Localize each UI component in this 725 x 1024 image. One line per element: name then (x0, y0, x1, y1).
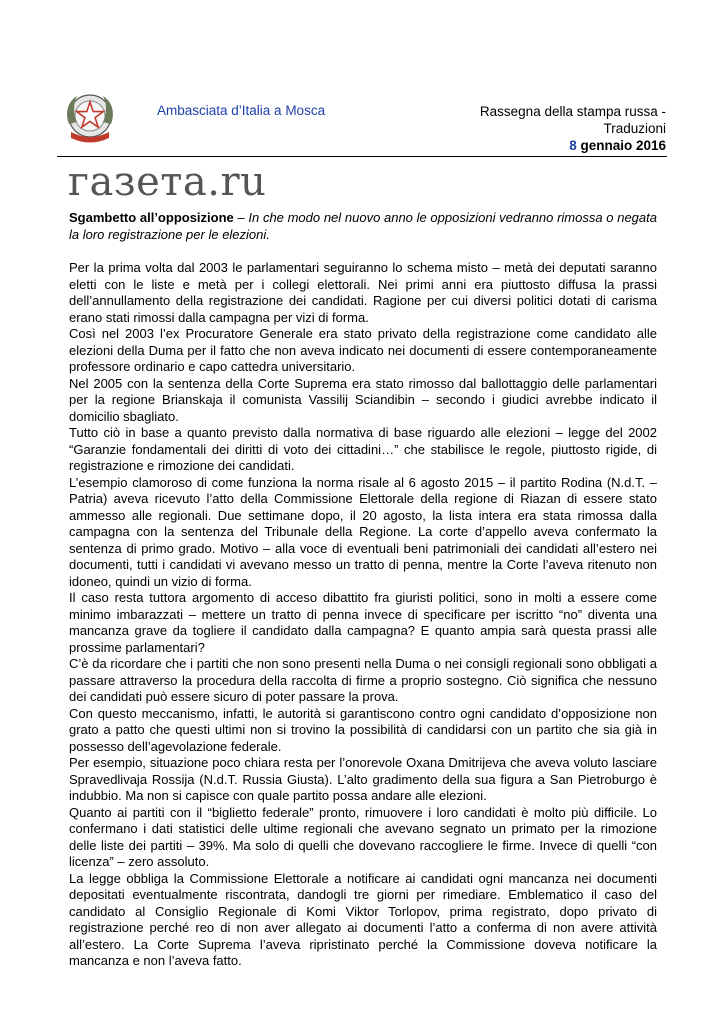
article (69, 210, 657, 970)
article-paragraph: Per la prima volta dal 2003 le parlamentari seguiranno lo schema misto – metà dei deputati saranno eletti con le liste e metà per i collegi elettorali. Nei primi anni era piuttosto diffusa la prassi dell’annullamento della registrazione dei candidati. Ragione per cui diversi politici dotati di carisma erano stati rimossi dalla campagna per vizi di forma. (69, 260, 657, 325)
article-paragraph: C’è da ricordare che i partiti che non sono presenti nella Duma o nei consigli regionali sono obbligati a passare attraverso la procedura della raccolta di firme a proprio sostegno. Ciò significa che nessuno dei candidati può essere sicuro di poter passare la prova. (69, 656, 657, 704)
article-paragraph: Quanto ai partiti con il “biglietto federale” pronto, rimuovere i loro candidati è molto più difficile. Lo confermano i dati statistici delle ultime regionali che avevano segnato un primato per la rimozione delle liste dei partiti – 39%. Ma solo di quelli che dovevano raccogliere le firme. Invece di quelli “con licenza” – zero assoluto. (69, 804, 657, 869)
article-paragraph: Così nel 2003 l’ex Procuratore Generale era stato privato della registrazione come candidato alle elezioni della Duma per il fatto che non aveva indicato nei documenti di essere contemporaneamente professore ordinario e capo cattedra universitario. (69, 326, 657, 374)
article-title (69, 210, 657, 243)
press-review-title: Rassegna della stampa russa - (479, 104, 666, 119)
page-header (57, 84, 667, 157)
article-subheadline: In che modo nel nuovo anno le opposizioni vedranno rimossa o negata la loro registrazione per le elezioni. (69, 210, 657, 242)
article-title-separator: – (233, 210, 249, 225)
article-paragraph: Nel 2005 con la sentenza della Corte Suprema era stato rimosso dal ballottaggio delle parlamentari per la regione Brianskaja il comunista Vassilij Sciandibin – secondo i giudici avrebbe indicato il domicilio sbagliato. (69, 375, 657, 424)
press-review-block (480, 103, 666, 154)
article-paragraph: Tutto ciò in base a quanto previsto dalla normativa di base riguardo alle elezioni – legge del 2002 “Garanzie fondamentali dei diritti di voto dei cittadini…” che stabilisce le regole, piuttosto rigide, di registrazione e rimozione dei candidati. (69, 425, 657, 473)
embassy-name: Ambasciata d’Italia a Mosca (157, 103, 326, 118)
press-review-subtitle: Traduzioni (603, 121, 666, 136)
article-paragraph: Il caso resta tuttora argomento di acceso dibattito fra giuristi politici, sono in molti a essere come minimo imbarazzati – mettere un tratto di penna invece di specificare per iscritto “no” diventa una mancanza grave da togliere il candidato dalla campagna? E quanto ampia sarà questa prassi alle prossime parlamentari? (69, 590, 657, 655)
review-date (480, 137, 666, 154)
review-date-rest: gennaio 2016 (576, 138, 666, 153)
source-logo: газета.ru (68, 159, 267, 205)
article-headline: Sgambetto all’opposizione (69, 210, 234, 225)
review-date-day: 8 (569, 138, 577, 153)
italian-republic-emblem-icon (59, 86, 121, 148)
article-paragraph: La legge obbliga la Commissione Elettorale a notificare ai candidati ogni mancanza nei documenti depositati eventualmente riscontrata, dandogli tre giorni per rimediare. Emblematico il caso del candidato al Consiglio Regionale di Komi Viktor Torlopov, prima registrato, dopo privato di registrazione perché reo di non aver allegato ai documenti l’atto a conferma di non avere attività all’estero. La Corte Suprema l’aveva ripristinato perché la Commissione doveva notificare la mancanza e non l’aveva fatto. (69, 870, 657, 968)
article-paragraph: Con questo meccanismo, infatti, le autorità si garantiscono contro ogni candidato d’opposizione non grato a patto che questi ultimi non si trovino la possibilità di candidarsi con un partito che sia già in possesso dell’agevolazione federale. (69, 705, 657, 754)
article-paragraph: Per esempio, situazione poco chiara resta per l’onorevole Oxana Dmitrijeva che aveva voluto lasciare Spravedlivaja Rossija (N.d.T. Russia Giusta). L’alto gradimento della sua figura a San Pietroburgo è indubbio. Ma non si capisce con quale partito possa andare alle elezioni. (69, 755, 657, 803)
article-paragraph: L’esempio clamoroso di come funziona la norma risale al 6 agosto 2015 – il partito Rodina (N.d.T. – Patria) aveva ricevuto l’atto della Commissione Elettorale della regione di Riazan di essere stato ammesso alle regionali. Due settimane dopo, il 20 agosto, la lista intera era stata rimossa dalla campagna con la sentenza del Tribunale della Regione. La corte d’appello aveva confermato la sentenza di primo grado. Motivo – alla voce di eventuali beni patrimoniali dei candidati all’estero nei documenti, tutti i candidati vi avevano messo un tratto di penna, mentre la Corte l’aveva ritenuto non idoneo, quindi un vizio di forma. (69, 474, 657, 589)
